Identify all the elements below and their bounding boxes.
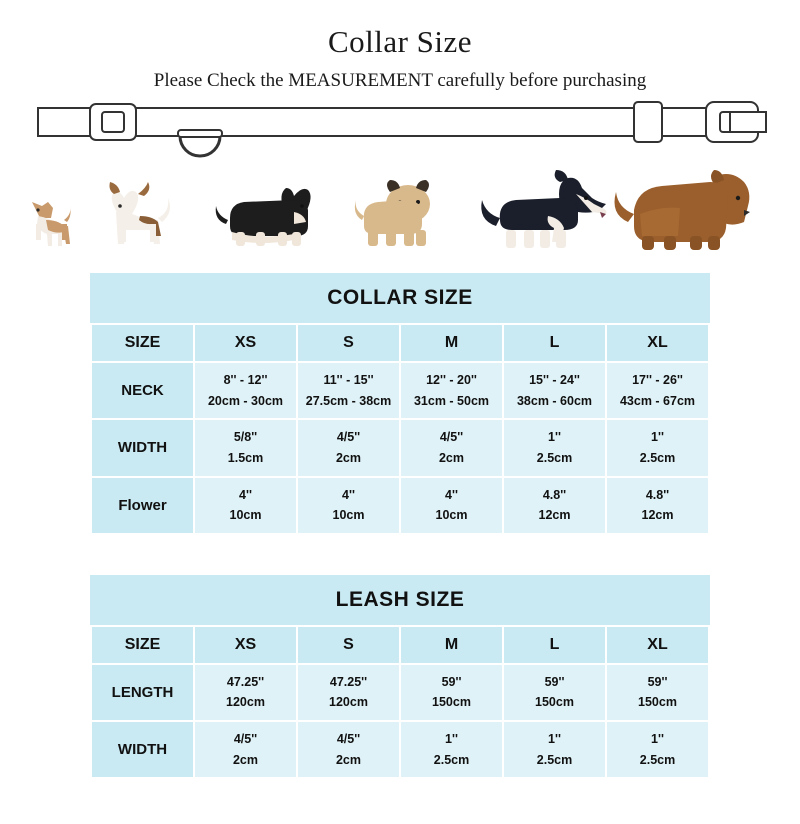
value-line-2: 2cm <box>335 450 362 465</box>
section-spacer <box>0 535 800 575</box>
value-line-2: 150cm <box>638 695 677 710</box>
collar-flower-xl <box>606 477 709 534</box>
value-line-1: 1'' <box>548 430 561 445</box>
leash-width-xs <box>194 721 297 778</box>
table-row <box>91 362 709 419</box>
value-line-2: 120cm <box>329 695 368 710</box>
leash-width-m <box>400 721 503 778</box>
value-line-2: 2.5cm <box>536 752 573 767</box>
australian-shepherd-icon <box>481 170 606 248</box>
value-line-1: 59'' <box>544 674 565 689</box>
collar-size-table <box>90 273 710 535</box>
collar-flower-s <box>297 477 400 534</box>
table-row <box>91 419 709 476</box>
collar-header-xs: XS <box>194 324 297 362</box>
value-line-1: 5/8'' <box>233 430 258 445</box>
collar-width-xs <box>194 419 297 476</box>
collar-neck-s <box>297 362 400 419</box>
value-line-2: 2.5cm <box>536 450 573 465</box>
dog-silhouettes <box>0 158 800 273</box>
collar-flower-xs <box>194 477 297 534</box>
page-title: Collar Size <box>327 24 473 59</box>
leash-length-xl <box>606 664 709 721</box>
value-line-2: 27.5cm - 38cm <box>305 393 392 408</box>
value-line-1: 4/5'' <box>233 732 258 746</box>
collar-header-m: M <box>400 324 503 362</box>
dog-collar-icon <box>30 100 770 160</box>
table-row <box>91 721 709 778</box>
value-line-1: 17'' - 26'' <box>632 373 683 387</box>
value-line-2: 12cm <box>538 508 571 523</box>
chihuahua-icon <box>32 202 71 246</box>
leash-width-l <box>503 721 606 778</box>
collar-header-xl: XL <box>606 324 709 362</box>
value-line-1: 1'' <box>651 732 664 746</box>
value-line-1: 8'' - 12'' <box>223 373 268 387</box>
leash-length-m <box>400 664 503 721</box>
leash-header-xl: XL <box>606 626 709 664</box>
value-line-1: 12'' - 20'' <box>426 373 477 387</box>
value-line-2: 2.5cm <box>433 752 470 767</box>
value-line-2: 12cm <box>641 508 674 523</box>
value-line-1: 1'' <box>445 732 458 746</box>
pug-icon <box>355 180 430 246</box>
corgi-icon <box>216 188 311 246</box>
collar-width-m <box>400 419 503 476</box>
leash-table-header-row <box>91 626 709 664</box>
value-line-2: 31cm - 50cm <box>413 393 490 408</box>
collar-row-label-width: WIDTH <box>91 419 194 476</box>
leash-width-xl <box>606 721 709 778</box>
value-line-2: 10cm <box>229 508 262 523</box>
collar-width-l <box>503 419 606 476</box>
leash-length-s <box>297 664 400 721</box>
leash-size-table <box>90 575 710 780</box>
value-line-2: 150cm <box>432 695 471 710</box>
value-line-2: 2.5cm <box>639 450 676 465</box>
value-line-2: 43cm - 67cm <box>619 393 696 408</box>
value-line-1: 4'' <box>342 487 355 502</box>
value-line-1: 4'' <box>445 487 458 502</box>
leash-row-label-length: LENGTH <box>91 664 194 721</box>
collar-flower-l <box>503 477 606 534</box>
value-line-1: 4'' <box>239 487 252 502</box>
value-line-1: 4/5'' <box>336 732 361 746</box>
collar-row-label-flower: Flower <box>91 477 194 534</box>
leash-table-title: LEASH SIZE <box>90 575 710 625</box>
collar-flower-m <box>400 477 503 534</box>
collar-row-label-neck: NECK <box>91 362 194 419</box>
value-line-2: 10cm <box>332 508 365 523</box>
leash-header-m: M <box>400 626 503 664</box>
table-row <box>91 477 709 534</box>
leash-header-s: S <box>297 626 400 664</box>
value-line-1: 47.25'' <box>329 674 368 689</box>
value-line-2: 2cm <box>438 450 465 465</box>
value-line-2: 1.5cm <box>227 450 264 465</box>
papillon-icon <box>110 182 171 244</box>
collar-header-s: S <box>297 324 400 362</box>
collar-header-size: SIZE <box>91 324 194 362</box>
collar-table-header-row <box>91 324 709 362</box>
value-line-1: 11'' - 15'' <box>323 373 374 387</box>
size-chart-page <box>0 24 800 824</box>
collar-header-l: L <box>503 324 606 362</box>
value-line-2: 2cm <box>232 752 259 767</box>
collar-neck-m <box>400 362 503 419</box>
value-line-1: 15'' - 24'' <box>529 373 580 387</box>
value-line-1: 4/5'' <box>439 430 464 445</box>
value-line-2: 150cm <box>535 695 574 710</box>
value-line-2: 38cm - 60cm <box>516 393 593 408</box>
value-line-2: 120cm <box>226 695 265 710</box>
leash-header-xs: XS <box>194 626 297 664</box>
collar-table-title: COLLAR SIZE <box>90 273 710 323</box>
value-line-1: 59'' <box>441 674 462 689</box>
leash-row-label-width: WIDTH <box>91 721 194 778</box>
table-row <box>91 664 709 721</box>
page-subtitle: Please Check the MEASUREMENT carefully before purchasing <box>153 70 647 91</box>
collar-neck-xs <box>194 362 297 419</box>
leash-header-size: SIZE <box>91 626 194 664</box>
value-line-1: 4.8'' <box>542 487 567 502</box>
collar-width-xl <box>606 419 709 476</box>
value-line-1: 4/5'' <box>336 430 361 445</box>
value-line-1: 4.8'' <box>645 487 670 502</box>
value-line-2: 2cm <box>335 752 362 767</box>
leash-width-s <box>297 721 400 778</box>
value-line-2: 20cm - 30cm <box>207 393 284 408</box>
value-line-1: 47.25'' <box>226 674 265 689</box>
value-line-2: 10cm <box>435 508 468 523</box>
value-line-2: 2.5cm <box>639 752 676 767</box>
leash-header-l: L <box>503 626 606 664</box>
value-line-1: 1'' <box>651 430 664 445</box>
value-line-1: 1'' <box>548 732 561 746</box>
collar-neck-xl <box>606 362 709 419</box>
collar-neck-l <box>503 362 606 419</box>
briard-icon <box>615 170 751 250</box>
collar-width-s <box>297 419 400 476</box>
value-line-1: 59'' <box>647 674 668 689</box>
leash-length-xs <box>194 664 297 721</box>
leash-length-l <box>503 664 606 721</box>
